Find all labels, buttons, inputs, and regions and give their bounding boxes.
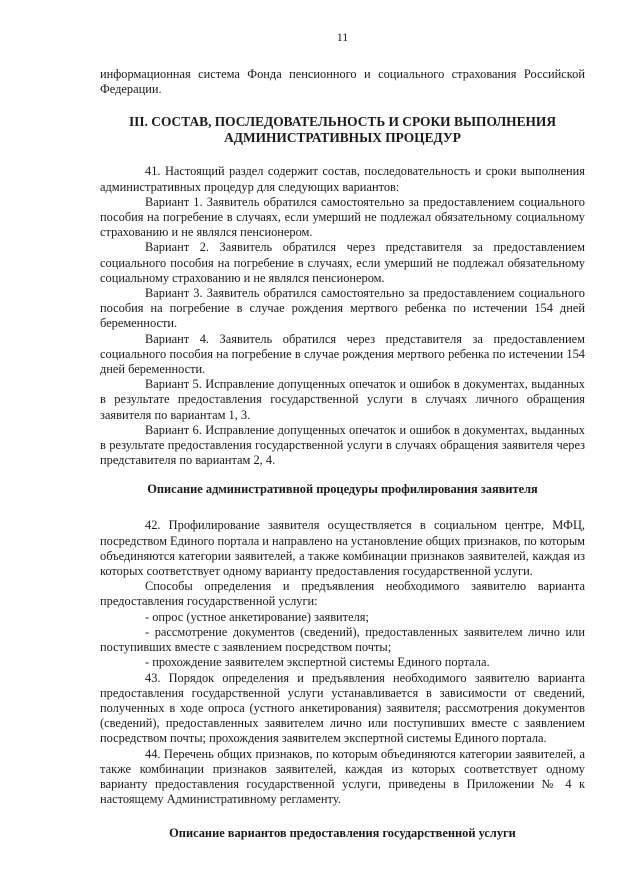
profiling-title: Описание административной процедуры профилирования заявителя [147,482,538,497]
paragraph-43: 43. Порядок определения и предъявления необходимого заявителю варианта предоставления государственной услуги устанавливается в зависимости от сведений, полученных в ходе опроса (устного анкетирования) заявителя; рассмотрения документов (сведений), предоставленных заявителем лично или поступивших вместе с заявлением посредством почты; прохождения заявителем экспертной системы Единого портала. [100,670,585,746]
variants-title: Описание вариантов предоставления государственной услуги [169,826,516,841]
variant-1-paragraph: Вариант 1. Заявитель обратился самостоятельно за предоставлением социального пособия на погребение в случаях, если умерший не подлежал обязательному социальному страхованию и не являлся пенсионером. [100,194,585,240]
variant-4-paragraph: Вариант 4. Заявитель обратился через представителя за предоставлением социального пособия на погребение в случае рождения мертвого ребенка по истечении 154 дней беременности. [100,331,585,377]
intro-paragraph: информационная система Фонда пенсионного и социального страхования Российской Федерации. [100,67,585,97]
method-list-item: - прохождение заявителем экспертной системы Единого портала. [145,655,490,670]
variant-6-paragraph: Вариант 6. Исправление допущенных опечаток и ошибок в документах, выданных в результате предоставления государственной услуги в случаях обращения заявителя через представителя по вариантам 2, 4. [100,422,585,468]
paragraph-41: 41. Настоящий раздел содержит состав, последовательность и сроки выполнения административных процедур для следующих вариантов: [100,164,585,194]
methods-paragraph: Способы определения и предъявления необходимого заявителю варианта предоставления государственной услуги: [100,579,585,609]
page-number: 11 [336,30,349,44]
variant-5-paragraph: Вариант 5. Исправление допущенных опечаток и ошибок в документах, выданных в результате предоставления государственной услуги в случаях личного обращения заявителя по вариантам 1, 3. [100,377,585,422]
section-title: III. СОСТАВ, ПОСЛЕДОВАТЕЛЬНОСТЬ И СРОКИ ВЫПОЛНЕНИЯ АДМИНИСТРАТИВНЫХ ПРОЦЕДУР [128,114,557,145]
method-list-item: - рассмотрение документов (сведений), предоставленных заявителем лично или поступивших вместе с заявлением посредством почты; [100,624,585,655]
method-list-item: - опрос (устное анкетирование) заявителя; [145,609,369,624]
variant-2-paragraph: Вариант 2. Заявитель обратился через представителя за предоставлением социального пособия на погребение в случаях, если умерший не подлежал обязательному социальному страхованию и не являлся пенсионером. [100,240,585,285]
paragraph-44: 44. Перечень общих признаков, по которым объединяются категории заявителей, а также комбинации признаков заявителей, каждая из которых соответствует одному варианту предоставления государственной услуги, приведены в Приложении № 4 к настоящему Административному регламенту. [100,746,585,807]
paragraph-42: 42. Профилирование заявителя осуществляется в социальном центре, МФЦ, посредством Единого портала и направлено на установление общих признаков, по которым объединяются категории заявителей, а также комбинации признаков заявителей, каждая из которых соответствует одному варианту предоставления государственной услуги. [100,518,585,579]
variant-3-paragraph: Вариант 3. Заявитель обратился самостоятельно за предоставлением социального пособия на погребение в случае рождения мертвого ребенка по истечении 154 дней беременности. [100,286,585,331]
